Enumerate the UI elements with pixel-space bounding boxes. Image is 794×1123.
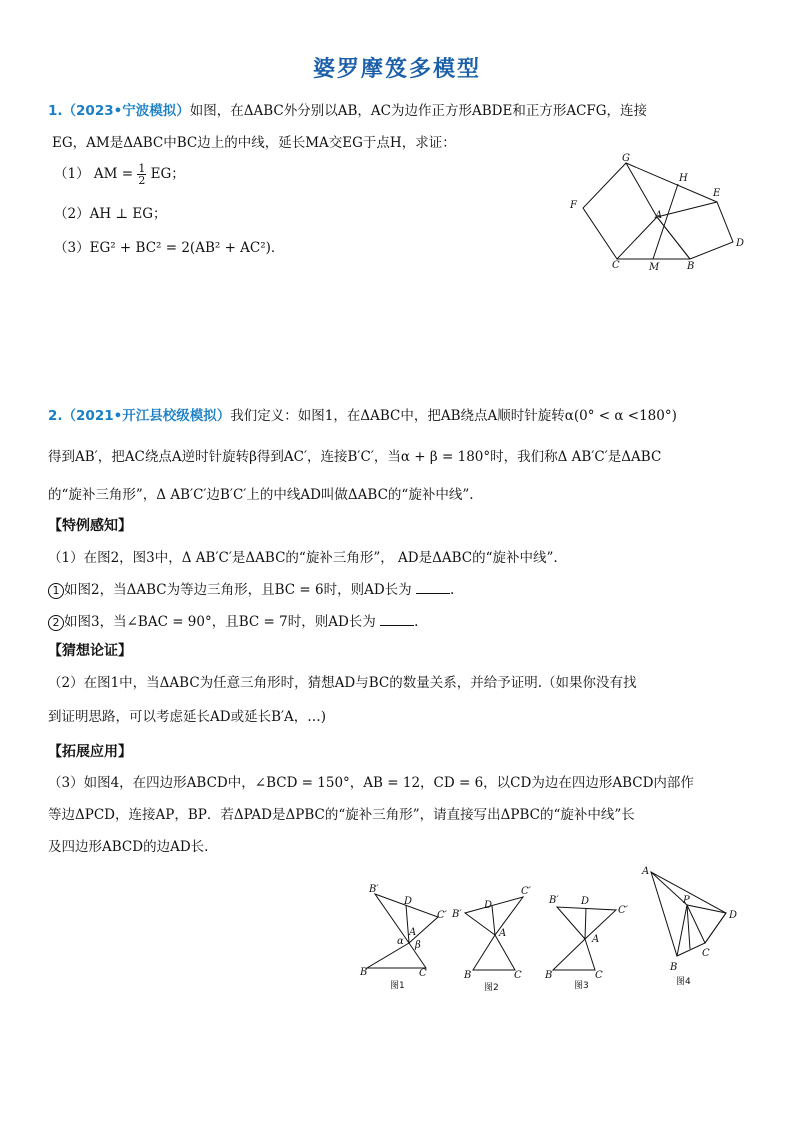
q2-s2a: （2）在图1中，当ΔABC为任意三角形时，猜想AD与BC的数量关系，并给予证明.（如果你没有找 <box>48 675 637 691</box>
figure-3 <box>545 880 635 995</box>
triangle-abc <box>553 939 595 970</box>
label-c1: C′ <box>437 910 447 921</box>
q2-text1: 我们定义：如图1，在ΔABC中，把AB绕点A顺时针旋转α(0° < α <180°) <box>230 408 677 424</box>
label-g: G <box>622 153 630 164</box>
label-a: A <box>642 866 650 877</box>
label-p: P <box>683 895 690 906</box>
caption-fig2: 图2 <box>484 983 499 993</box>
label-beta: β <box>415 940 421 951</box>
heading-conjecture: 【猜想论证】 <box>48 643 132 659</box>
triangle-ab1c1 <box>557 907 616 939</box>
fraction-half <box>137 163 146 186</box>
answer-blank-2[interactable] <box>380 613 414 626</box>
q2-line1 <box>48 404 677 424</box>
q1-part1-prefix: （1） <box>54 166 90 182</box>
label-c1: C′ <box>618 905 628 916</box>
label-d: D <box>581 896 590 907</box>
heading-extension: 【拓展应用】 <box>48 744 132 760</box>
q1-part1 <box>54 162 185 186</box>
median-pbc <box>687 905 690 949</box>
caption-fig1: 图1 <box>390 981 405 991</box>
label-c: C <box>612 260 620 271</box>
label-b: B <box>687 261 695 272</box>
median-ad <box>492 906 495 935</box>
label-a: A <box>499 928 507 939</box>
label-b1: B′ <box>369 884 379 895</box>
q2-line3: 的“旋补三角形”，Δ AB′C′边B′C′上的中线AD叫做ΔABC的“旋补中线”. <box>48 487 474 503</box>
label-b: B <box>360 967 368 978</box>
segment-bp <box>677 905 687 956</box>
label-b: B <box>670 962 678 973</box>
q1-part1-rhs: EG； <box>150 166 185 182</box>
q2-s1a-text: 如图2，当ΔABC为等边三角形，且BC = 6时，则AD长为 <box>64 582 412 598</box>
q1-source: （2023•宁波模拟） <box>62 103 190 119</box>
label-d: D <box>729 910 738 921</box>
square-abde <box>657 202 733 259</box>
answer-blank-1[interactable] <box>416 581 450 594</box>
label-c: C <box>702 948 710 959</box>
q1-number: 1. <box>48 103 63 119</box>
q2-s1: （1）在图2，图3中，Δ AB′C′是ΔABC的“旋补三角形”， AD是ΔABC的“旋补中线”. <box>48 550 558 566</box>
square-acfg <box>583 163 657 259</box>
quadrilateral-abcd <box>651 872 726 956</box>
label-b1: B′ <box>452 909 462 920</box>
median-ad <box>585 908 586 939</box>
q2-number: 2. <box>48 408 63 424</box>
q2-s1a-period: . <box>449 582 455 598</box>
label-b: B <box>464 970 472 981</box>
circled-number-2: 2 <box>48 615 64 631</box>
q2-s1a <box>48 578 454 599</box>
q2-s3b: 等边ΔPCD，连接AP，BP．若ΔPAD是ΔPBC的“旋补三角形”，请直接写出ΔPBC的“旋补中线”长 <box>48 807 635 823</box>
q2-s1b-text: 如图3，当∠BAC = 90°，且BC = 7时，则AD长为 <box>64 614 376 630</box>
label-a: A <box>592 934 600 945</box>
label-h: H <box>679 173 688 184</box>
q2-s1b-period: . <box>414 614 419 630</box>
label-f: F <box>570 200 577 211</box>
label-d: D <box>404 896 413 907</box>
label-c: C <box>419 968 427 979</box>
label-b: B <box>545 970 553 981</box>
segment-ge <box>626 163 717 202</box>
label-d: D <box>484 900 493 911</box>
caption-fig3: 图3 <box>574 981 589 991</box>
label-a: A <box>409 927 417 938</box>
q1-part3: （3）EG² + BC² = 2(AB² + AC²)． <box>54 240 285 256</box>
q2-source: （2021•开江县校级模拟） <box>62 408 231 424</box>
label-alpha: α <box>397 936 404 947</box>
q2-s3c: 及四边形ABCD的边AD长. <box>48 839 209 855</box>
segment-hm <box>653 184 678 259</box>
q1-text1: 如图，在ΔABC外分别以AB，AC为边作正方形ABDE和正方形ACFG，连接 <box>189 103 648 119</box>
figure-2 <box>450 880 540 995</box>
q2-s2b: 到证明思路，可以考虑延长AD或延长B′A，…) <box>48 709 327 725</box>
figure-4 <box>640 860 750 990</box>
label-d: D <box>736 238 745 249</box>
page-title: 婆罗摩笈多模型 <box>312 57 481 82</box>
figure-1 <box>355 880 455 995</box>
frac-den: 2 <box>138 174 146 187</box>
frac-num: 1 <box>138 162 146 175</box>
label-c: C <box>514 970 522 981</box>
label-a: A <box>655 210 663 221</box>
label-c1: C′ <box>521 886 531 897</box>
segment-ab <box>657 217 690 259</box>
q1-figure <box>560 150 760 275</box>
q2-s1b <box>48 610 418 631</box>
q1-part1-lhs: AM = <box>93 166 134 182</box>
label-e: E <box>713 188 721 199</box>
circled-number-1: 1 <box>48 583 64 599</box>
label-m: M <box>649 262 660 273</box>
q2-line2: 得到AB′，把AC绕点A逆时针旋转β得到AC′，连接B′C′，当α + β = 180°时，我们称Δ AB′C′是ΔABC <box>48 449 662 465</box>
label-b1: B′ <box>549 895 559 906</box>
q2-s3a: （3）如图4，在四边形ABCD中，∠BCD = 150°，AB = 12，CD = 6，以CD为边在四边形ABCD内部作 <box>48 775 694 791</box>
label-c: C <box>595 970 603 981</box>
triangle-abc <box>473 935 515 970</box>
heading-special-case: 【特例感知】 <box>48 518 132 534</box>
q1-line2: EG，AM是ΔABC中BC边上的中线，延长MA交EG于点H，求证： <box>52 135 456 151</box>
q1-line1 <box>48 99 647 119</box>
caption-fig4: 图4 <box>676 977 691 987</box>
equilateral-pcd <box>687 905 726 943</box>
q1-part2: （2）AH ⊥ EG； <box>54 206 167 222</box>
